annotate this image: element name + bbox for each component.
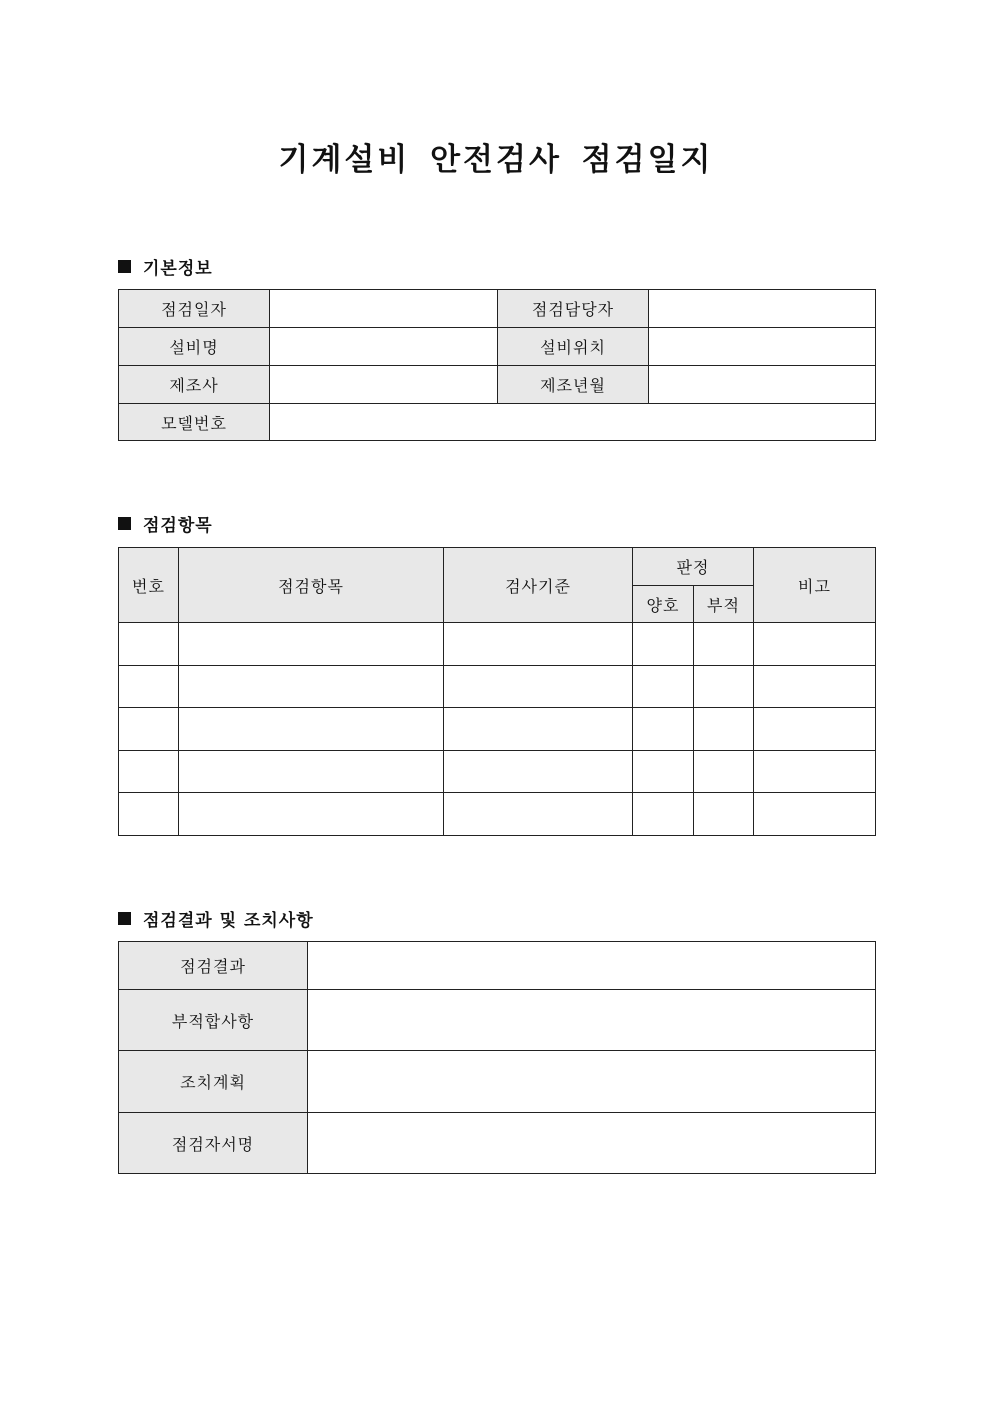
inspection-items-table: [118, 547, 876, 836]
row-number-cell[interactable]: [119, 751, 179, 793]
row-remarks-cell[interactable]: [754, 793, 876, 836]
table-row: [119, 666, 876, 708]
row-remarks-cell[interactable]: [754, 751, 876, 793]
row-bad-cell[interactable]: [694, 708, 754, 751]
results-table: [118, 941, 876, 1174]
row-good-cell[interactable]: [633, 708, 694, 751]
nonconformity-field[interactable]: [308, 990, 876, 1051]
row-good-cell[interactable]: [633, 623, 694, 666]
manufacturer-field[interactable]: [270, 366, 498, 404]
label-equipment-name: 설비명: [119, 328, 270, 366]
row-item-cell[interactable]: [179, 708, 444, 751]
column-header-good: 양호: [633, 586, 694, 623]
row-item-cell[interactable]: [179, 666, 444, 708]
manufacture-date-field[interactable]: [649, 366, 876, 404]
action-plan-field[interactable]: [308, 1051, 876, 1113]
result-field[interactable]: [308, 942, 876, 990]
square-bullet-icon: [118, 260, 131, 273]
inspection-date-field[interactable]: [270, 290, 498, 328]
column-header-number: 번호: [119, 548, 179, 623]
label-inspector: 점검담당자: [498, 290, 649, 328]
row-number-cell[interactable]: [119, 793, 179, 836]
column-header-remarks: 비고: [754, 548, 876, 623]
row-bad-cell[interactable]: [694, 793, 754, 836]
inspector-field[interactable]: [649, 290, 876, 328]
table-row: [119, 623, 876, 666]
inspector-signature-field[interactable]: [308, 1113, 876, 1174]
row-bad-cell[interactable]: [694, 623, 754, 666]
row-criteria-cell[interactable]: [444, 666, 633, 708]
table-row: [119, 793, 876, 836]
column-header-criteria: 검사기준: [444, 548, 633, 623]
section-heading-basic-info: [118, 254, 213, 279]
section-heading-inspection-items: [118, 511, 213, 536]
section-heading-label: 점검결과 및 조치사항: [143, 911, 314, 931]
label-action-plan: 조치계획: [119, 1051, 308, 1113]
label-manufacture-date: 제조년월: [498, 366, 649, 404]
row-bad-cell[interactable]: [694, 751, 754, 793]
row-bad-cell[interactable]: [694, 666, 754, 708]
label-inspection-date: 점검일자: [119, 290, 270, 328]
row-remarks-cell[interactable]: [754, 666, 876, 708]
label-equipment-location: 설비위치: [498, 328, 649, 366]
label-nonconformity: 부적합사항: [119, 990, 308, 1051]
row-item-cell[interactable]: [179, 623, 444, 666]
row-item-cell[interactable]: [179, 793, 444, 836]
row-criteria-cell[interactable]: [444, 623, 633, 666]
label-result: 점검결과: [119, 942, 308, 990]
equipment-location-field[interactable]: [649, 328, 876, 366]
column-header-judgement: 판정: [633, 548, 754, 586]
section-heading-label: 기본정보: [143, 259, 213, 279]
label-manufacturer: 제조사: [119, 366, 270, 404]
row-criteria-cell[interactable]: [444, 751, 633, 793]
label-inspector-signature: 점검자서명: [119, 1113, 308, 1174]
row-good-cell[interactable]: [633, 793, 694, 836]
row-item-cell[interactable]: [179, 751, 444, 793]
row-number-cell[interactable]: [119, 623, 179, 666]
page-title: 기계설비 안전검사 점검일지: [278, 142, 714, 178]
square-bullet-icon: [118, 517, 131, 530]
row-criteria-cell[interactable]: [444, 708, 633, 751]
model-number-field[interactable]: [270, 404, 876, 441]
row-number-cell[interactable]: [119, 666, 179, 708]
square-bullet-icon: [118, 912, 131, 925]
row-good-cell[interactable]: [633, 666, 694, 708]
row-criteria-cell[interactable]: [444, 793, 633, 836]
row-remarks-cell[interactable]: [754, 623, 876, 666]
basic-info-table: [118, 289, 876, 441]
row-number-cell[interactable]: [119, 708, 179, 751]
section-heading-label: 점검항목: [143, 516, 213, 536]
row-good-cell[interactable]: [633, 751, 694, 793]
column-header-item: 점검항목: [179, 548, 444, 623]
column-header-bad: 부적: [694, 586, 754, 623]
equipment-name-field[interactable]: [270, 328, 498, 366]
label-model-number: 모델번호: [119, 404, 270, 441]
section-heading-results: [118, 906, 314, 931]
row-remarks-cell[interactable]: [754, 708, 876, 751]
table-row: [119, 751, 876, 793]
table-row: [119, 708, 876, 751]
